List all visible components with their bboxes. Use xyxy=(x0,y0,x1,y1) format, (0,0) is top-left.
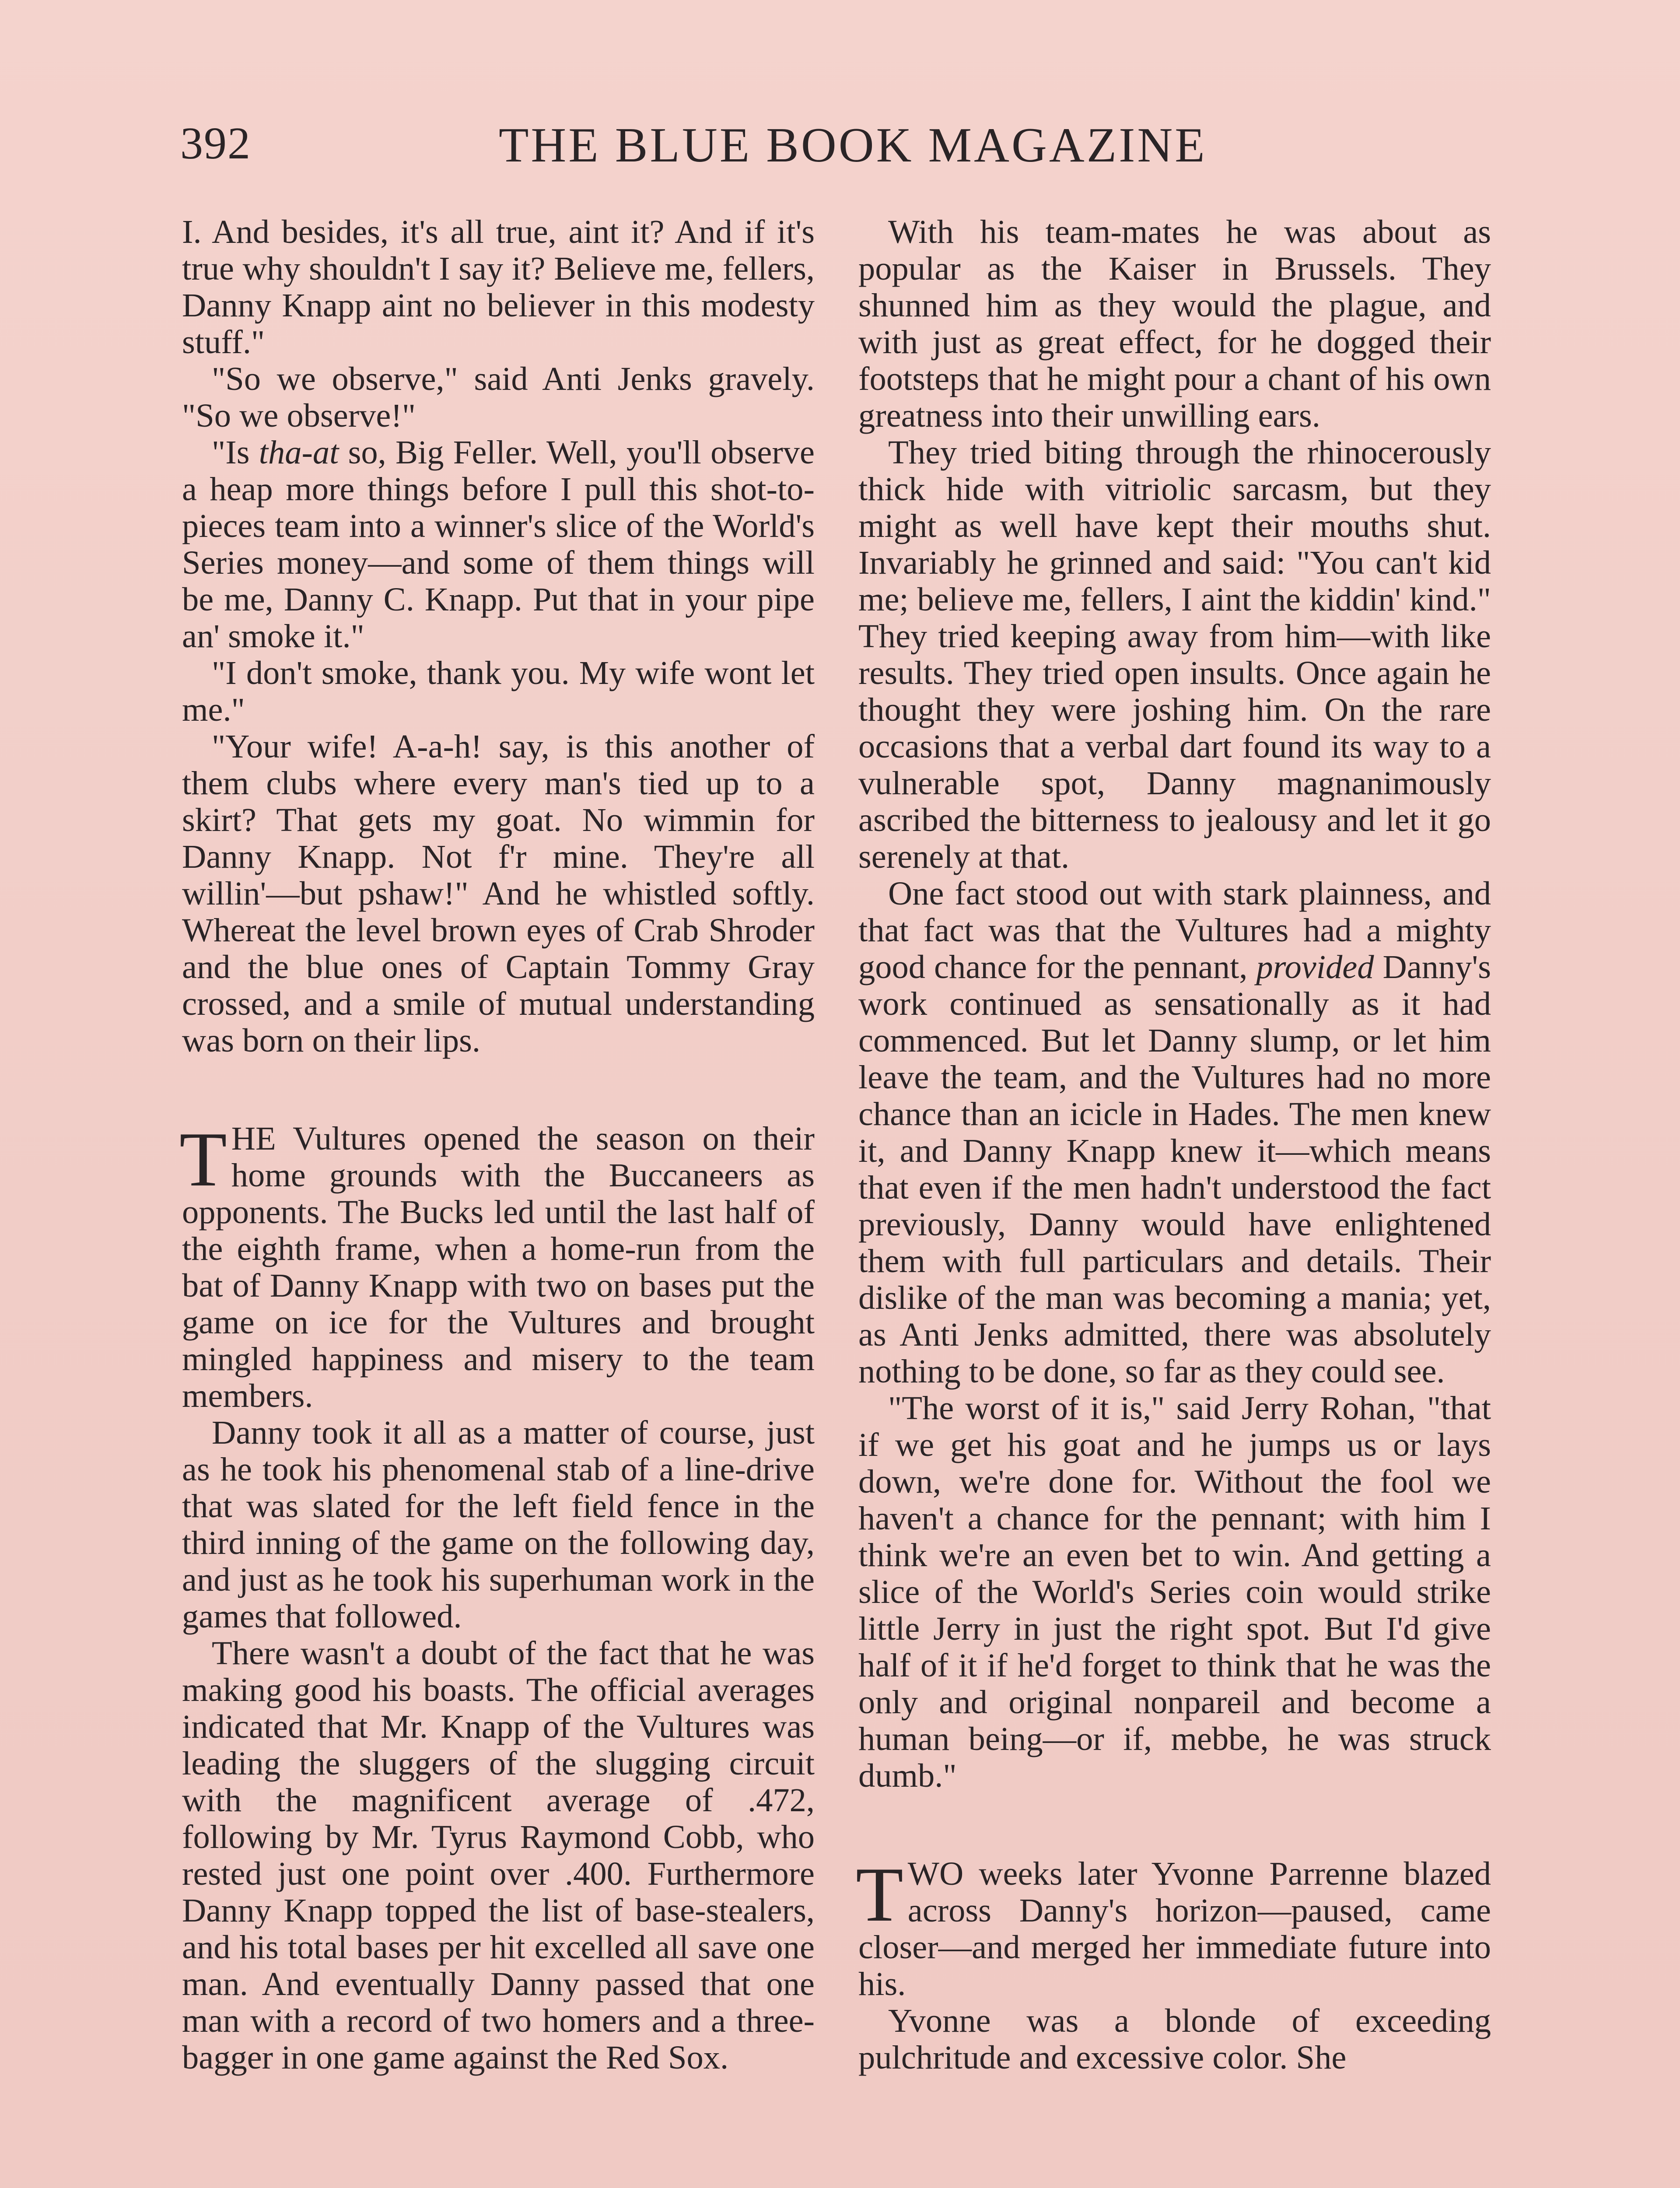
paragraph: With his team-mates he was about as popular as the Kaiser in Brussels. They shunned him as they would the plague, and with just as great effect, for he dogged their footsteps that he might pour a chant of his own greatness into their unwilling ears. xyxy=(858,213,1491,434)
paragraph: "Your wife! A-a-h! say, is this another of them clubs where every man's tied up to a skirt? That gets my goat. No wimmin for Danny Knapp. Not f'r mine. They're all willin'—but pshaw!" And he whistled softly. Whereat the level brown eyes of Crab Shroder and the blue ones of Captain Tommy Gray crossed, and a smile of mutual understanding was born on their lips. xyxy=(182,728,815,1059)
right-column xyxy=(858,214,1491,2076)
italic-word: provided xyxy=(1256,948,1374,985)
paragraph: There wasn't a doubt of the fact that he was making good his boasts. The official averages indicated that Mr. Knapp of the Vultures was leading the sluggers of the slugging circuit with the magnificent average of .472, following by Mr. Tyrus Raymond Cobb, who rested just one point over .400. Furthermore Danny Knapp topped the list of base-stealers, and his total bases per hit excelled all save one man. And eventually Danny passed that one man with a record of two homers and a three-bagger in one game against the Red Sox. xyxy=(182,1634,815,2076)
drop-cap: T xyxy=(856,1851,903,1938)
paragraph: Yvonne was a blonde of exceeding pulchritude and excessive color. She xyxy=(858,2002,1491,2076)
paragraph: I. And besides, it's all true, aint it? And if it's true why shouldn't I say it? Believe me, fellers, Danny Knapp aint no believer in this modesty stuff." xyxy=(182,213,815,361)
running-title: THE BLUE BOOK MAGAZINE xyxy=(499,118,1207,172)
paragraph: "So we observe," said Anti Jenks gravely. "So we observe!" xyxy=(182,360,815,434)
section-paragraph: TWO weeks later Yvonne Parrenne blazed across Danny's horizon—paused, came closer—and merged her immediate future into his. xyxy=(856,1851,1491,2002)
italic-word: tha-at xyxy=(259,434,339,471)
page-number: 392 xyxy=(180,118,251,168)
paragraph: "I don't smoke, thank you. My wife wont let me." xyxy=(182,654,815,728)
paragraph: "The worst of it is," said Jerry Rohan, "that if we get his goat and he jumps us or lays down, we're done for. Without the fool we haven't a chance for the pennant; with him I think we're an even bet to win. And getting a slice of the World's Series coin would strike little Jerry in just the right spot. But I'd give half of it if he'd forget to think that he was the only and original nonpareil and become a human being—or if, mebbe, he was struck dumb." xyxy=(858,1389,1491,1794)
paragraph: They tried biting through the rhinocerously thick hide with vitriolic sarcasm, but they might as well have kept their mouths shut. Invariably he grinned and said: "You can't kid me; believe me, fellers, I aint the kiddin' kind." They tried keeping away from him—with like results. They tried open insults. Once again he thought they were joshing him. On the rare occasions that a verbal dart found its way to a vulnerable spot, Danny magnanimously ascribed the bitterness to jealousy and let it go serenely at that. xyxy=(858,434,1491,875)
paragraph: One fact stood out with stark plainness, and that fact was that the Vultures had a mighty good chance for the pennant, provided Danny's work continued as sensationally as it had commenced. But let Danny slump, or let him leave the team, and the Vultures had no more chance than an icicle in Hades. The men knew it, and Danny Knapp knew it—which means that even if the men hadn't understood the fact previously, Danny would have enlightened them with full particulars and details. Their dislike of the man was becoming a mania; yet, as Anti Jenks admitted, there was absolutely nothing to be done, so far as they could see. xyxy=(858,875,1491,1390)
paragraph: "Is tha-at so, Big Feller. Well, you'll observe a heap more things before I pull this shot-to-pieces team into a winner's slice of the World's Series money—and some of them things will be me, Danny C. Knapp. Put that in your pipe an' smoke it." xyxy=(182,434,815,655)
paragraph: Danny took it all as a matter of course, just as he took his phenomenal stab of a line-drive that was slated for the left field fence in the third inning of the game on the following day, and just as he took his superhuman work in the games that followed. xyxy=(182,1414,815,1635)
drop-cap: T xyxy=(179,1116,227,1203)
left-column xyxy=(179,213,815,2076)
section-paragraph: THE Vultures opened the season on their home grounds with the Buccaneers as opponents. The Bucks led until the last half of the eighth frame, when a home-run from the bat of Danny Knapp with two on bases put the game on ice for the Vultures and brought mingled happiness and misery to the team members. xyxy=(179,1116,815,1414)
